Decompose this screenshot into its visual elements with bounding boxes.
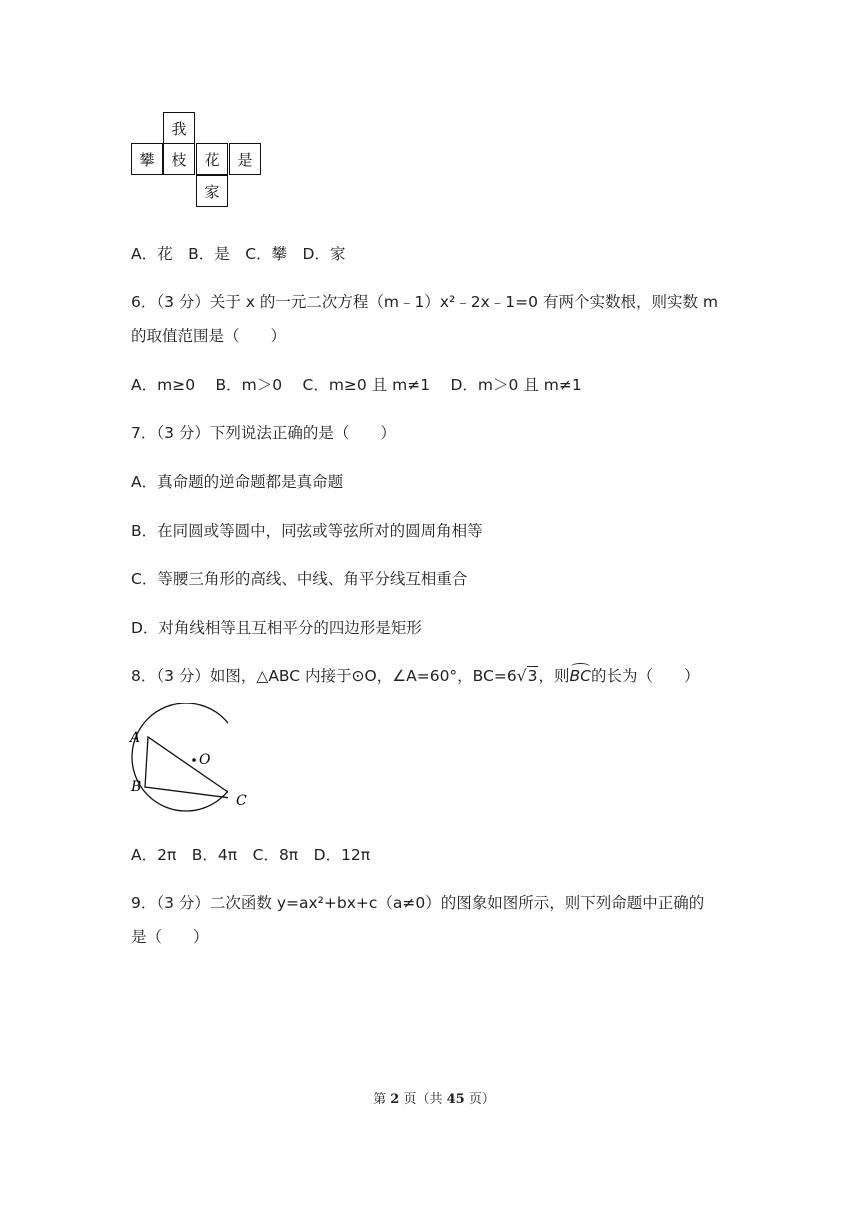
q6-options: A．m≥0 B．m＞0 C．m≥0 且 m≠1 D．m＞0 且 m≠1: [131, 376, 582, 394]
sqrt-radicand: 3: [527, 667, 538, 685]
q8-stem-part-1: 8．（3 分）如图，△ABC 内接于⊙O，∠A=60°，BC=6: [131, 667, 517, 685]
label-a: A: [130, 730, 141, 746]
q9-stem-line-1: 9．（3 分）二次函数 y=ax²+bx+c（a≠0）的图象如图所示，则下列命题中正确的: [131, 894, 705, 912]
q6-stem-line-1: 6．（3 分）关于 x 的一元二次方程（m﹣1）x²﹣2x﹣1=0 有两个实数根，则实数 m: [131, 293, 718, 311]
triangle-abc: [145, 737, 228, 799]
q7-option-a: A．真命题的逆命题都是真命题: [131, 473, 344, 491]
label-o: O: [199, 752, 211, 768]
footer-prefix: 第: [373, 1092, 387, 1107]
net-cell-row-3: 花: [196, 143, 228, 175]
q7-option-d: D．对角线相等且互相平分的四边形是矩形: [131, 619, 422, 637]
net-cell-top: 我: [163, 112, 195, 144]
footer-page-number: 2: [390, 1092, 400, 1107]
q8-stem-part-3: 的长为（ ）: [590, 667, 700, 685]
circle-triangle-figure: [128, 703, 228, 815]
q6-stem-line-2: 的取值范围是（ ）: [131, 327, 287, 345]
q7-stem: 7．（3 分）下列说法正确的是（ ）: [131, 424, 396, 442]
arc-bc-label: BC: [569, 667, 591, 685]
net-cell-row-4: 是: [229, 143, 261, 175]
label-c: C: [236, 793, 247, 809]
net-cell-row-2: 枝: [163, 143, 195, 175]
footer-suffix: 页）: [468, 1092, 495, 1107]
q7-option-b: B．在同圆或等圆中，同弦或等弦所对的圆周角相等: [131, 522, 483, 540]
sqrt-expression: √3: [516, 667, 538, 685]
q7-option-c: C．等腰三角形的高线、中线、角平分线互相重合: [131, 570, 468, 588]
q8-stem-part-2: ，则: [538, 667, 570, 685]
q8-stem: [131, 664, 699, 686]
footer-middle: 页（共: [403, 1092, 443, 1107]
q5-options: A．花 B．是 C．攀 D．家: [131, 245, 346, 263]
net-cell-bottom: 家: [196, 175, 228, 207]
footer-total-pages: 45: [446, 1092, 465, 1107]
label-b: B: [131, 779, 142, 795]
q8-options: A．2π B．4π C．8π D．12π: [131, 846, 371, 864]
label-c-holder: [232, 790, 254, 810]
q9-stem-line-2: 是（ ）: [131, 928, 209, 946]
center-point: [192, 758, 196, 762]
page-footer: [0, 1088, 868, 1107]
net-cell-row-1: 攀: [131, 143, 163, 175]
cube-net-figure: [131, 112, 265, 210]
